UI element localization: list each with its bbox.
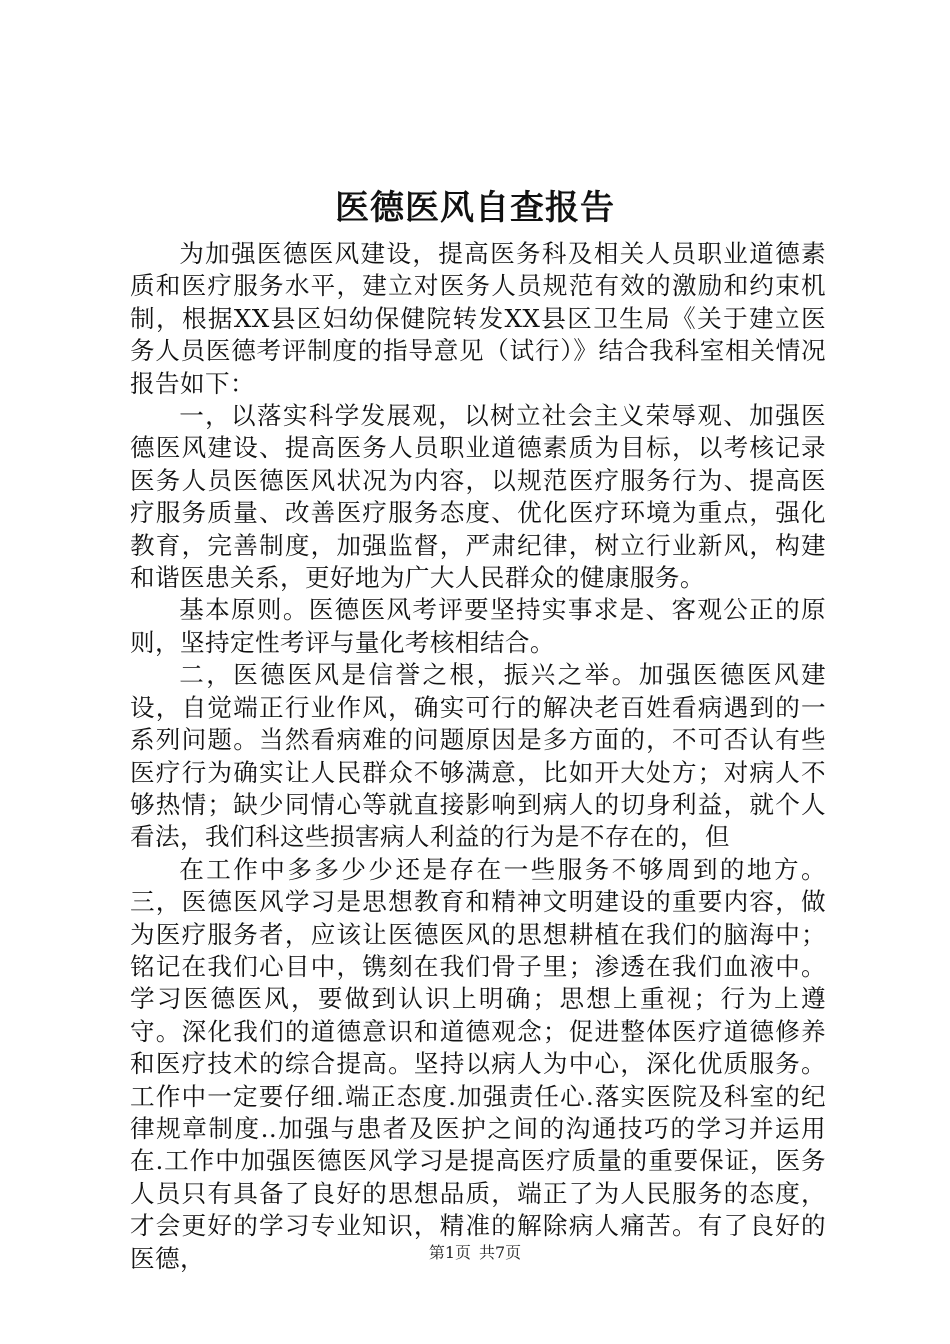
document-title: 医德医风自查报告 — [335, 188, 615, 228]
page-number: 第1页 — [428, 1243, 471, 1262]
paragraph-section-two: 二，医德医风是信誉之根，振兴之举。加强医德医风建设，自觉端正行业作风，确实可行的解决老百姓看病遇到的一系列问题。当然看病难的问题原因是多方面的，不可否认有些医疗行为确实让人民群众不够满意，比如开大处方；对病人不够热情；缺少同情心等就直接影响到病人的切身利益，就个人看法，我们科这些损害病人利益的行为是不存在的，但 — [130, 660, 826, 852]
paragraph-section-one: 一，以落实科学发展观，以树立社会主义荣辱观、加强医德医风建设、提高医务人员职业道德素质为目标，以考核记录医务人员医德医风状况为内容，以规范医疗服务行为、提高医疗服务质量、改善医疗服务态度、优化医疗环境为重点，强化教育，完善制度，加强监督，严肃纪律，树立行业新风，构建和谐医患关系，更好地为广大人民群众的健康服务。 — [130, 401, 826, 593]
page-footer — [0, 1242, 950, 1264]
paragraph-section-three: 在工作中多多少少还是存在一些服务不够周到的地方。三，医德医风学习是思想教育和精神文明建设的重要内容，做为医疗服务者，应该让医德医风的思想耕植在我们的脑海中；铭记在我们心目中，镌刻在我们骨子里；渗透在我们血液中。学习医德医风，要做到认识上明确；思想上重视；行为上遵守。深化我们的道德意识和道德观念；促进整体医疗道德修养和医疗技术的综合提高。坚持以病人为中心，深化优质服务。工作中一定要仔细.端正态度.加强责任心.落实医院及科室的纪律规章制度..加强与患者及医护之间的沟通技巧的学习并运用在.工作中加强医德医风学习是提高医疗质量的重要保证，医务人员只有具备了良好的思想品质，端正了为人民服务的态度，才会更好的学习专业知识，精准的解除病人痛苦。有了良好的医德， — [130, 854, 826, 1273]
page-total: 共7页 — [479, 1243, 522, 1262]
document-body — [130, 238, 826, 1275]
paragraph-basic-principle: 基本原则。医德医风考评要坚持实事求是、客观公正的原则，坚持定性考评与量化考核相结合。 — [130, 595, 826, 657]
paragraph-intro: 为加强医德医风建设，提高医务科及相关人员职业道德素质和医疗服务水平，建立对医务人员规范有效的激励和约束机制，根据XX县区妇幼保健院转发XX县区卫生局《关于建立医务人员医德考评制度的指导意见（试行）》结合我科室相关情况报告如下： — [130, 239, 826, 398]
